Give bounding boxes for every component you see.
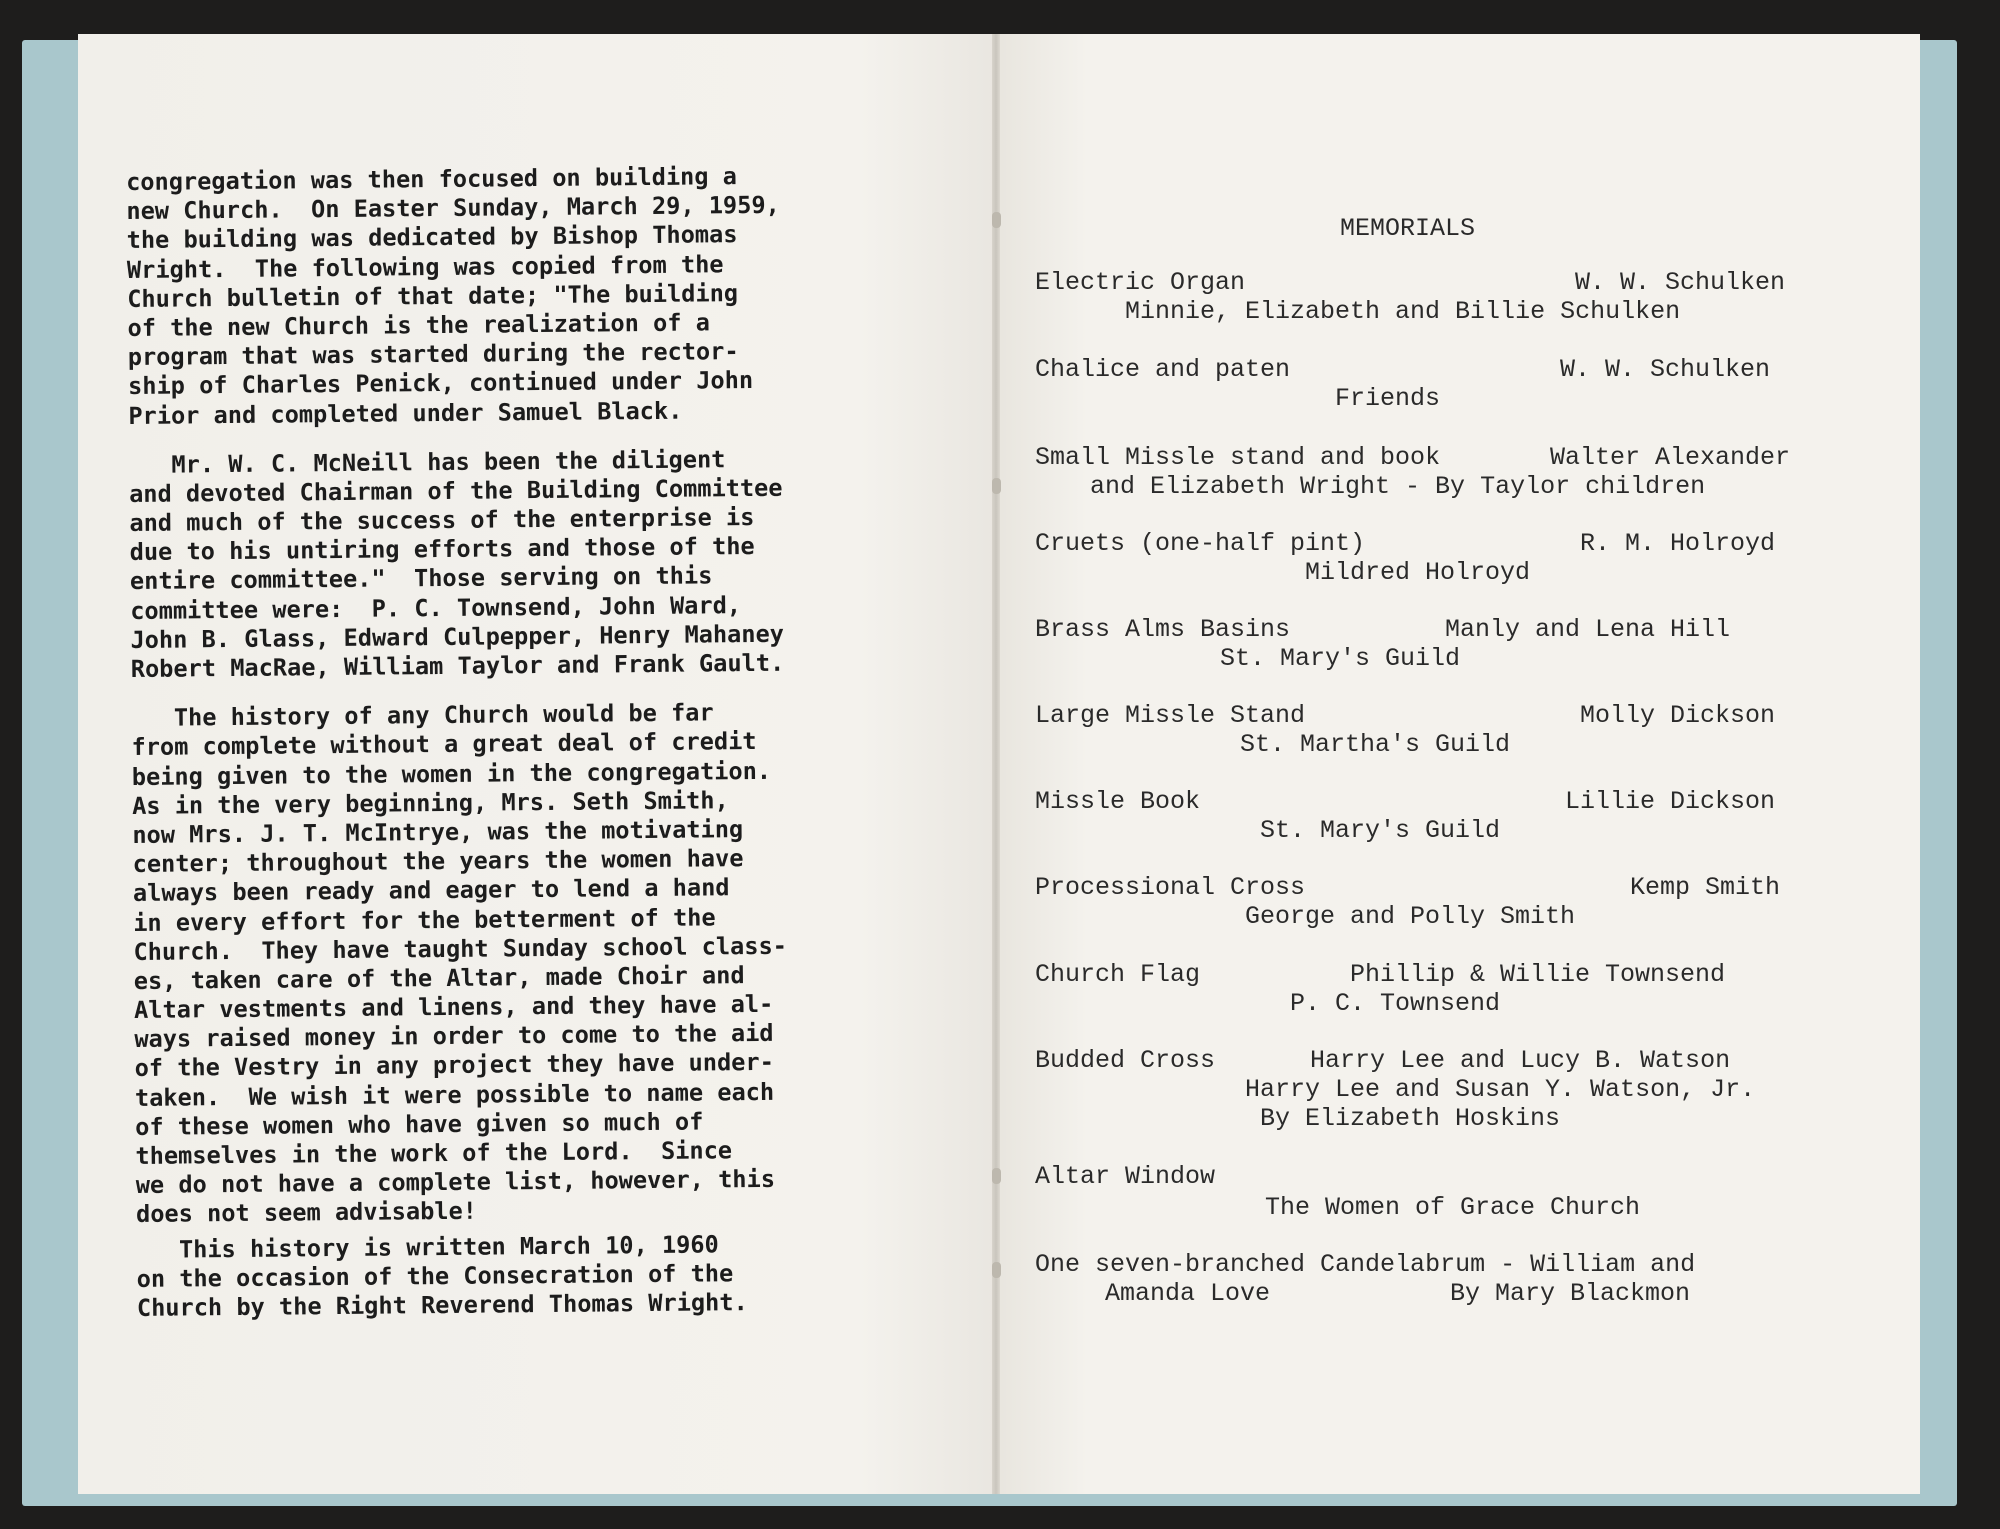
- memorial-item: Brass Alms Basins: [1035, 615, 1291, 644]
- text-line: committee were: P. C. Townsend, John Ward,: [130, 590, 742, 625]
- memorial-donor: W. W. Schulken: [1560, 355, 1771, 384]
- text-line: Church bulletin of that date; "The building: [127, 278, 739, 313]
- memorial-item: One seven-branched Candelabrum - William and: [1035, 1250, 1696, 1279]
- text-line: due to his untiring efforts and those of the: [129, 532, 755, 567]
- memorial-item: Large Missle Stand: [1035, 701, 1306, 730]
- text-line: taken. We wish it were possible to name each: [134, 1077, 775, 1112]
- memorial-entry: [1035, 787, 1895, 845]
- memorial-honoree: George and Polly Smith: [1245, 902, 1576, 931]
- memorial-honoree: Amanda Love: [1105, 1279, 1271, 1308]
- memorial-honoree: P. C. Townsend: [1290, 989, 1501, 1018]
- memorial-donor: By Mary Blackmon: [1450, 1279, 1691, 1308]
- text-line: in every effort for the betterment of the: [133, 902, 716, 937]
- text-line: This history is written March 10, 1960: [136, 1229, 719, 1264]
- text-line: Robert MacRae, William Taylor and Frank Gault.: [130, 648, 785, 683]
- memorial-donor: Molly Dickson: [1580, 701, 1776, 730]
- staple: [992, 1168, 1001, 1184]
- memorial-entry: [1035, 701, 1895, 759]
- memorial-honoree: Minnie, Elizabeth and Billie Schulken: [1125, 297, 1681, 326]
- memorial-item: Cruets (one-half pint): [1035, 529, 1366, 558]
- memorial-entry: [1035, 873, 1895, 931]
- memorial-donor: R. M. Holroyd: [1580, 529, 1776, 558]
- text-line: of these women who have given so much of: [135, 1107, 704, 1141]
- paragraph-3: [131, 697, 926, 1230]
- staple: [992, 1262, 1001, 1278]
- text-line: new Church. On Easter Sunday, March 29, 1959,: [126, 190, 780, 226]
- memorial-entry: [1035, 443, 1895, 501]
- memorial-donor: Phillip & Willie Townsend: [1350, 960, 1726, 989]
- text-line: themselves in the work of the Lord. Since: [135, 1136, 733, 1170]
- memorial-honoree: Friends: [1335, 384, 1441, 413]
- text-line: entire committee." Those serving on this: [129, 561, 713, 596]
- memorial-donor: Harry Lee and Lucy B. Watson: [1310, 1046, 1731, 1075]
- memorial-item: Processional Cross: [1035, 873, 1306, 902]
- staple: [992, 212, 1001, 228]
- text-line: of the new Church is the realization of a: [127, 308, 711, 342]
- memorial-entry: [1035, 529, 1895, 587]
- text-line: and much of the success of the enterprise is: [129, 503, 755, 538]
- text-line: and devoted Chairman of the Building Committee: [128, 473, 783, 508]
- text-line: Church by the Right Reverend Thomas Wright.: [136, 1288, 748, 1322]
- memorial-item: Budded Cross: [1035, 1046, 1216, 1075]
- memorial-donor: The Women of Grace Church: [1265, 1193, 1641, 1222]
- text-line: Prior and completed under Samuel Black.: [128, 396, 683, 430]
- text-line: John B. Glass, Edward Culpepper, Henry Mahaney: [130, 619, 785, 654]
- memorial-donor: Manly and Lena Hill: [1445, 615, 1731, 644]
- text-line: program that was started during the rector-: [127, 337, 739, 372]
- memorial-entry: [1035, 268, 1895, 326]
- text-line: of the Vestry in any project they have under-: [134, 1048, 774, 1083]
- memorial-honoree: Harry Lee and Susan Y. Watson, Jr.: [1245, 1075, 1756, 1104]
- memorial-item: Small Missle stand and book: [1035, 443, 1441, 472]
- memorial-entry: [1035, 960, 1895, 1018]
- memorial-honoree: and Elizabeth Wright - By Taylor children: [1090, 472, 1706, 501]
- text-line: The history of any Church would be far: [131, 698, 714, 733]
- text-line: always been ready and eager to lend a hand: [132, 873, 730, 908]
- page-title: MEMORIALS: [1340, 214, 1476, 243]
- text-line: does not seem advisable!: [135, 1197, 478, 1229]
- text-line: the building was dedicated by Bishop Thomas: [126, 220, 738, 255]
- memorial-entry: [1035, 1046, 1895, 1133]
- memorial-honoree: St. Mary's Guild: [1220, 644, 1461, 673]
- memorial-honoree: By Elizabeth Hoskins: [1260, 1104, 1561, 1133]
- memorial-honoree: St. Martha's Guild: [1240, 730, 1511, 759]
- paragraph-2: [129, 443, 921, 684]
- text-line: on the occasion of the Consecration of the: [136, 1258, 734, 1293]
- text-line: es, taken care of the Altar, made Choir and: [133, 960, 745, 995]
- memorial-entry: [1035, 355, 1895, 413]
- memorial-item: Church Flag: [1035, 960, 1201, 989]
- text-line: congregation was then focused on building a: [126, 162, 738, 196]
- text-line: now Mrs. J. T. McIntrye, was the motivating: [132, 815, 744, 849]
- memorial-item: Altar Window: [1035, 1162, 1216, 1191]
- text-line: being given to the women in the congregation.: [131, 756, 772, 791]
- paragraph-4: [136, 1228, 927, 1323]
- text-line: from complete without a great deal of credit: [131, 727, 757, 762]
- memorial-honoree: Mildred Holroyd: [1305, 558, 1531, 587]
- memorial-donor: Kemp Smith: [1630, 873, 1781, 902]
- memorial-item: Missle Book: [1035, 787, 1201, 816]
- text-line: we do not have a complete list, however, this: [135, 1165, 776, 1200]
- text-line: ship of Charles Penick, continued under John: [127, 366, 754, 401]
- text-line: Mr. W. C. McNeill has been the diligent: [128, 444, 726, 479]
- memorial-item: Electric Organ: [1035, 268, 1246, 297]
- memorial-entry: [1035, 615, 1895, 673]
- text-line: Wright. The following was copied from the: [126, 249, 724, 284]
- staple: [992, 478, 1001, 494]
- text-line: ways raised money in order to come to the aid: [134, 1019, 774, 1054]
- text-line: Altar vestments and linens, and they have al-: [133, 989, 774, 1025]
- memorial-entry: [1035, 1162, 1895, 1222]
- history-text: [126, 160, 927, 1323]
- paragraph-1: [126, 160, 918, 430]
- memorial-donor: Walter Alexander: [1550, 443, 1791, 472]
- text-line: Church. They have taught Sunday school class-: [133, 931, 788, 966]
- text-line: center; throughout the years the women have: [132, 844, 744, 879]
- memorial-donor: Lillie Dickson: [1565, 787, 1776, 816]
- memorial-donor: W. W. Schulken: [1575, 268, 1786, 297]
- memorial-item: Chalice and paten: [1035, 355, 1291, 384]
- memorial-entry: [1035, 1250, 1895, 1308]
- text-line: As in the very beginning, Mrs. Seth Smith,: [131, 785, 729, 820]
- memorial-honoree: St. Mary's Guild: [1260, 816, 1501, 845]
